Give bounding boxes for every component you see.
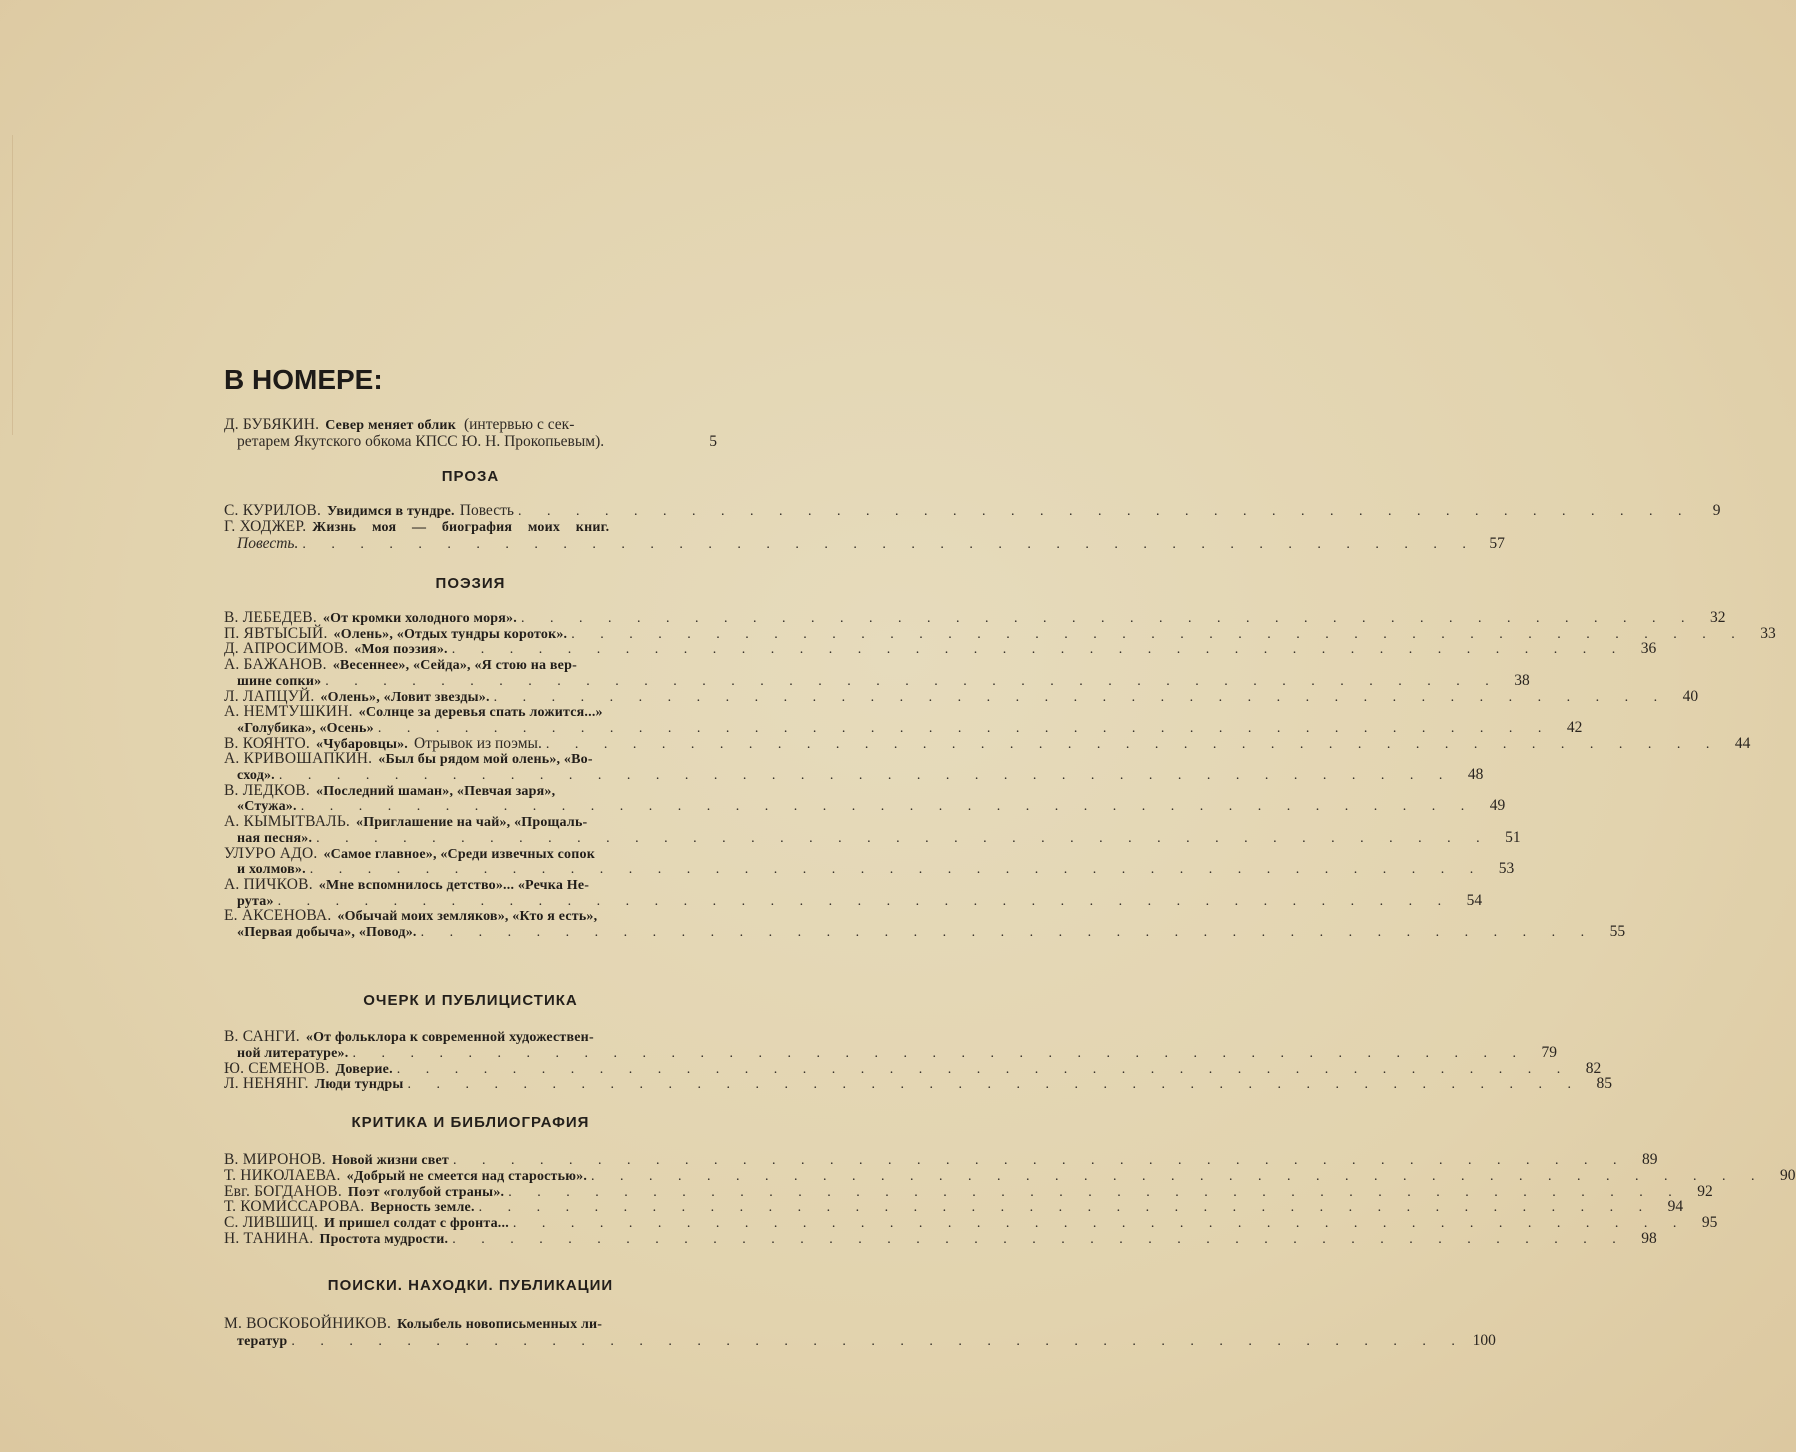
page-number: 5 <box>709 433 717 450</box>
dot-leader: . . . . . . . . . . . . . . . . . . . . . . . . . . . . . . . . . . . . . . . . . <box>451 642 1627 658</box>
page-title: В НОМЕРЕ: <box>224 364 383 395</box>
toc-entry[interactable] <box>224 1075 1612 1093</box>
dot-leader: . . . . . . . . . . . . . . . . . . . . . . . . . . . . . . . . . . . . . . . . . <box>302 537 1477 552</box>
entry-title: «Последний шаман», «Певчая заря», <box>316 783 556 799</box>
dot-leader: . . . . . . . . . . . . . . . . . . . . . . . . . . . . . . . . . . . . . . . . . <box>352 1045 1527 1061</box>
toc-entry[interactable] <box>224 657 717 673</box>
toc-entry[interactable] <box>224 687 1699 705</box>
entry-title: «Чубаровцы». <box>316 736 408 752</box>
entry-author: В. КОЯНТО. <box>224 734 310 752</box>
dot-leader: . . . . . . . . . . . . . . . . . . . . . . . . . . . . . . . . . . . . . . . . . <box>407 1077 1582 1093</box>
page-edge <box>0 135 13 435</box>
page-number: 55 <box>1609 923 1626 940</box>
entry-title-cont: тератур <box>237 1334 288 1349</box>
entry-author: УЛУРО АДО. <box>224 844 318 862</box>
dot-leader: . . . . . . . . . . . . . . . . . . . . . . . . . . . . . . . . . . . . . . . . . <box>325 673 1500 689</box>
entry-author: П. ЯВТЫСЫЙ. <box>224 624 328 642</box>
entry-title: И пришел солдат с фронта... <box>324 1216 509 1232</box>
dot-leader: . . . . . . . . . . . . . . . . . . . . . . . . . . . . . . . . . . . . . . . . . <box>309 862 1485 878</box>
page-number: 42 <box>1566 718 1583 736</box>
page-number: 33 <box>1760 624 1776 642</box>
toc-entry-cont <box>224 797 1506 815</box>
toc-entry-cont <box>224 1043 1557 1061</box>
toc-entry[interactable] <box>224 502 1721 519</box>
toc-entry-intro[interactable] <box>224 417 717 433</box>
page-number: 57 <box>1489 535 1505 552</box>
entry-note: Повесть <box>459 502 514 519</box>
entry-author: Л. НЕНЯНГ. <box>224 1075 309 1093</box>
toc-entry[interactable] <box>224 1182 1713 1200</box>
dot-leader: . . . . . . . . . . . . . . . . . . . . . . . . . . . . . . . . . . . . . . . . . <box>493 689 1669 705</box>
page-number: 92 <box>1697 1182 1713 1200</box>
entry-author: А. КЫМЫТВАЛЬ. <box>224 813 351 831</box>
toc-entry[interactable] <box>224 1316 717 1332</box>
toc-entry-cont <box>224 1332 1496 1349</box>
toc-entry-cont <box>224 535 1505 552</box>
entry-title: «Мне вспомнилось детство»... «Речка Не- <box>318 877 590 893</box>
entry-author: Ю. СЕМЕНОВ. <box>224 1059 330 1077</box>
toc-entry[interactable] <box>224 1029 717 1045</box>
dot-leader: . . . . . . . . . . . . . . . . . . . . . . . . . . . . . . . . . . . . . . . . . <box>512 1216 1688 1232</box>
entry-author: Евг. БОГДАНОВ. <box>224 1182 342 1200</box>
page-number: 100 <box>1472 1332 1496 1349</box>
dot-leader: . . . . . . . . . . . . . . . . . . . . . . . . . . . . . . . . . . . . . . . . . <box>420 925 1596 940</box>
toc-entry-cont <box>224 923 1626 940</box>
page-number: 95 <box>1701 1214 1718 1232</box>
section-heading-prose: ПРОЗА <box>441 468 500 485</box>
entry-title: Новой жизни свет <box>331 1153 449 1168</box>
page-number: 53 <box>1498 860 1515 878</box>
entry-title: Люди тундры <box>314 1077 404 1093</box>
entry-note: (интервью с сек- <box>463 416 575 433</box>
entry-title: «Самое главное», «Среди извечных сопок <box>323 846 595 862</box>
entry-title: Простота мудрости. <box>319 1232 449 1247</box>
entry-author: С. ЛИВШИЦ. <box>224 1214 319 1232</box>
dot-leader: . . . . . . . . . . . . . . . . . . . . . . . . . . . . . . . . . . . . . . . . . <box>520 611 1696 626</box>
dot-leader: . . . . . . . . . . . . . . . . . . . . . . . . . . . . . . . . . . . . . . . . . <box>300 799 1476 815</box>
entry-author: А. БАЖАНОВ. <box>224 656 327 674</box>
toc-entry[interactable] <box>224 751 717 767</box>
entry-title: «Олень», «Отдых тундры короток». <box>333 626 568 642</box>
entry-title-cont: «Первая добыча», «Повод». <box>237 925 417 940</box>
entry-title-cont: и холмов». <box>237 862 306 878</box>
entry-title: Колыбель новописьменных ли- <box>397 1317 603 1332</box>
dot-leader: . . . . . . . . . . . . . . . . . . . . . . . . . . . . . . . . . . . . . . . . . <box>571 626 1746 642</box>
section-heading-findings: ПОИСКИ. НАХОДКИ. ПУБЛИКАЦИИ <box>327 1277 614 1294</box>
page-number: 38 <box>1514 671 1530 689</box>
page-number: 82 <box>1585 1059 1602 1077</box>
toc-entry[interactable] <box>224 640 1657 658</box>
entry-title-cont: ной литературе». <box>237 1045 349 1061</box>
entry-title-cont: ная песня». <box>237 830 313 846</box>
entry-title: «Добрый не смеется над старостью». <box>346 1168 588 1184</box>
toc-entry[interactable] <box>224 1059 1602 1077</box>
dot-leader: . . . . . . . . . . . . . . . . . . . . . . . . . . . . . . . . . . . . . . . . . <box>396 1061 1572 1077</box>
toc-entry-cont <box>224 718 1583 736</box>
page-number: 36 <box>1640 640 1657 658</box>
page-number: 51 <box>1505 828 1521 846</box>
page-number: 85 <box>1596 1075 1612 1093</box>
page-number: 98 <box>1641 1230 1657 1247</box>
toc-entry[interactable] <box>224 846 717 862</box>
toc-entry[interactable] <box>224 1198 1684 1216</box>
entry-author: А. КРИВОШАПКИН. <box>224 750 373 768</box>
entry-title: «От фольклора к современной художествен- <box>305 1030 594 1045</box>
entry-author: М. ВОСКОБОЙНИКОВ. <box>224 1315 392 1332</box>
toc-entry[interactable] <box>224 624 1776 642</box>
toc-entry-intro-cont <box>224 434 717 450</box>
entry-author: Т. КОМИССАРОВА. <box>224 1198 365 1216</box>
page-number: 49 <box>1489 797 1506 815</box>
entry-title: Север меняет облик <box>325 418 456 433</box>
entry-author: С. КУРИЛОВ. <box>224 502 322 519</box>
entry-author: В. САНГИ. <box>224 1028 300 1045</box>
toc-entry[interactable] <box>224 1230 1657 1247</box>
page-number: 90 <box>1780 1166 1796 1184</box>
page-number: 44 <box>1734 734 1751 752</box>
entry-title-cont: «Голубика», «Осень» <box>237 720 374 736</box>
entry-title-cont: рута» <box>237 893 274 909</box>
entry-title: Поэт «голубой страны». <box>347 1184 505 1200</box>
page-number: 32 <box>1709 609 1726 626</box>
dot-leader: . . . . . . . . . . . . . . . . . . . . . . . . . . . . . . . . . . . . . . . . . <box>452 1232 1627 1247</box>
toc-entry[interactable] <box>224 908 717 924</box>
entry-note: Повесть. <box>237 535 299 552</box>
entry-author: Г. ХОДЖЕР. <box>224 518 307 535</box>
toc-entry[interactable] <box>224 1214 1718 1232</box>
entry-note: Отрывок из поэмы. <box>414 734 542 752</box>
toc-entry-cont <box>224 671 1530 689</box>
toc-entry[interactable] <box>224 814 717 830</box>
entry-title: «Солнце за деревья спать ложится...» <box>358 705 603 721</box>
page-number: 54 <box>1466 891 1483 909</box>
entry-author: В. МИРОНОВ. <box>224 1151 326 1168</box>
entry-title: «Был бы рядом мой олень», «Во- <box>378 752 593 768</box>
entry-title: Жизнь моя — биография моих книг. <box>312 520 610 535</box>
toc-entry[interactable] <box>224 877 717 893</box>
section-heading-essays: ОЧЕРК И ПУБЛИЦИСТИКА <box>363 992 578 1009</box>
entry-title-cont: шине сопки» <box>237 673 322 689</box>
entry-author: Д. БУБЯКИН. <box>224 416 320 433</box>
dot-leader: . . . . . . . . . . . . . . . . . . . . . . . . . . . . . . . . . . . . . . . . . <box>278 768 1454 783</box>
entry-title-cont: сход». <box>237 768 275 783</box>
page-number: 9 <box>1712 502 1721 519</box>
entry-author: А. ПИЧКОВ. <box>224 875 313 893</box>
toc-entry[interactable] <box>224 734 1751 752</box>
dot-leader: . . . . . . . . . . . . . . . . . . . . . . . . . . . . . . . . . . . . . . . . . <box>453 1153 1628 1168</box>
section-heading-poetry: ПОЭЗИЯ <box>435 575 506 592</box>
entry-author: Д. АПРОСИМОВ. <box>224 640 349 658</box>
dot-leader: . . . . . . . . . . . . . . . . . . . . . . . . . . . . . . . . . . . . . . . . . <box>591 1168 1766 1184</box>
toc-entry-cont <box>224 860 1515 878</box>
entry-title: Увидимся в тундре. <box>327 504 455 519</box>
toc-entry-cont <box>224 766 1484 783</box>
entry-title: «Олень», «Ловит звезды». <box>320 689 490 705</box>
page-number: 89 <box>1642 1151 1658 1168</box>
dot-leader: . . . . . . . . . . . . . . . . . . . . . . . . . . . . . . . . . . . . . . . . . <box>377 720 1553 736</box>
page-number: 40 <box>1682 687 1699 705</box>
page-number: 79 <box>1541 1043 1557 1061</box>
entry-author: В. ЛЕБЕДЕВ. <box>224 609 317 626</box>
entry-title: «Приглашение на чай», «Прощаль- <box>356 815 588 831</box>
toc-entry-cont <box>224 828 1521 846</box>
dot-leader: . . . . . . . . . . . . . . . . . . . . . . . . . . . . . . . . . . . . . . . . . <box>316 830 1491 846</box>
dot-leader: . . . . . . . . . . . . . . . . . . . . . . . . . . . . . . . . . . . . . . . . . <box>517 504 1693 519</box>
dot-leader: . . . . . . . . . . . . . . . . . . . . . . . . . . . . . . . . . . . . . . . . . <box>291 1334 1466 1349</box>
entry-title: «Обычай моих земляков», «Кто я есть», <box>337 909 598 925</box>
entry-author: В. ЛЕДКОВ. <box>224 781 311 799</box>
toc-entry[interactable] <box>224 609 1726 626</box>
entry-title-cont: «Стужа». <box>237 799 297 815</box>
section-heading-criticism: КРИТИКА И БИБЛИОГРАФИЯ <box>351 1114 590 1131</box>
entry-note-cont: ретарем Якутского обкома КПСС Ю. Н. Прокопьевым). <box>237 433 605 450</box>
toc-entry[interactable] <box>224 704 717 720</box>
dot-leader: . . . . . . . . . . . . . . . . . . . . . . . . . . . . . . . . . . . . . . . . . <box>277 893 1453 909</box>
dot-leader: . . . . . . . . . . . . . . . . . . . . . . . . . . . . . . . . . . . . . . . . . <box>545 736 1721 752</box>
entry-title: «Моя поэзия». <box>354 642 448 658</box>
dot-leader: . . . . . . . . . . . . . . . . . . . . . . . . . . . . . . . . . . . . . . . . . <box>508 1184 1683 1200</box>
entry-author: А. НЕМТУШКИН. <box>224 703 353 721</box>
page-number: 48 <box>1467 766 1484 783</box>
entry-title: Верность земле. <box>370 1200 475 1216</box>
toc-entry[interactable] <box>224 783 717 799</box>
page-number: 94 <box>1667 1198 1684 1216</box>
toc-entry[interactable] <box>224 519 717 535</box>
entry-title: Доверие. <box>335 1061 393 1077</box>
entry-author: Е. АКСЕНОВА. <box>224 907 332 925</box>
toc-entry[interactable] <box>224 1166 1796 1184</box>
entry-title: «Весеннее», «Сейда», «Я стою на вер- <box>332 658 577 674</box>
toc-entry-cont <box>224 891 1483 909</box>
toc-entry[interactable] <box>224 1151 1658 1168</box>
entry-title: «От кромки холодного моря». <box>322 611 517 626</box>
entry-author: Л. ЛАПЦУЙ. <box>224 687 315 705</box>
entry-author: Т. НИКОЛАЕВА. <box>224 1166 341 1184</box>
dot-leader: . . . . . . . . . . . . . . . . . . . . . . . . . . . . . . . . . . . . . . . . . <box>478 1200 1654 1216</box>
entry-author: Н. ТАНИНА. <box>224 1230 314 1247</box>
